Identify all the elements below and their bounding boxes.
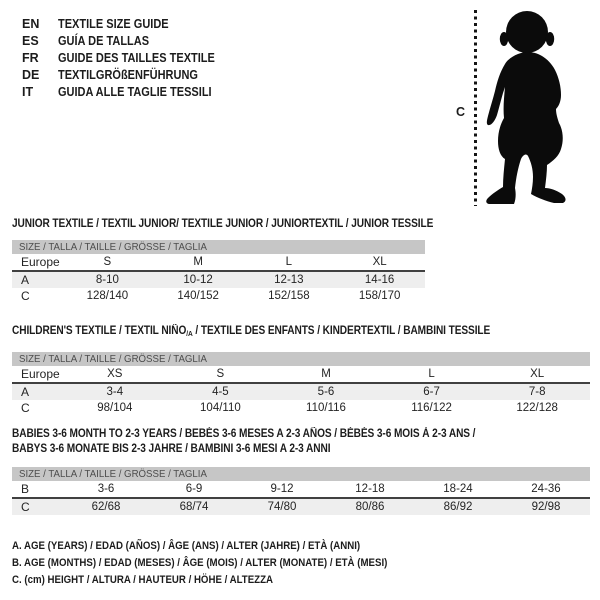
column-header: S — [216, 368, 225, 380]
table-row-sizes — [12, 254, 425, 272]
row-label: C — [21, 289, 30, 303]
height-measure-dotted-line — [474, 10, 477, 206]
babies-table-title — [12, 427, 539, 457]
table-row-months — [12, 481, 590, 499]
cell: 62/68 — [91, 501, 121, 513]
cell: 9-12 — [270, 483, 294, 495]
table-row-height — [12, 288, 425, 304]
cell: 116/122 — [411, 402, 452, 414]
language-label: GUIDE DES TAILLES TEXTILE — [58, 50, 215, 65]
language-code: DE — [22, 67, 40, 82]
table-row-height — [12, 400, 590, 416]
children-title-subscript: /A — [186, 329, 193, 338]
table-row-sizes — [12, 366, 590, 384]
language-row-fr — [22, 49, 236, 66]
cell: 122/128 — [516, 402, 558, 414]
column-header: XL — [372, 256, 387, 268]
babies-title-line2: BABYS 3-6 MONATE BIS 2-3 JAHRE / BAMBINI 3-6 MESI A 2-3 ANNI — [12, 443, 331, 455]
size-header-bar — [12, 240, 425, 254]
cell: 8-10 — [95, 274, 119, 286]
children-table-title-text — [12, 324, 490, 341]
cell: 3-4 — [106, 386, 124, 398]
cell: 3-6 — [97, 483, 115, 495]
cell: 158/170 — [358, 290, 401, 302]
cell: 6-9 — [185, 483, 203, 495]
cell: 5-6 — [317, 386, 335, 398]
cell: 12-18 — [355, 483, 385, 495]
language-row-de — [22, 66, 236, 83]
toddler-silhouette-icon — [481, 8, 576, 205]
row-label: A — [21, 385, 30, 399]
column-header: S — [103, 256, 112, 268]
table-row-age — [12, 384, 590, 400]
column-header: L — [285, 256, 293, 268]
language-code: EN — [22, 16, 40, 31]
cell: 14-16 — [364, 274, 395, 286]
language-label: GUIDA ALLE TAGLIE TESSILI — [58, 84, 212, 99]
language-row-es — [22, 32, 236, 49]
junior-table-title-text: JUNIOR TEXTILE / TEXTIL JUNIOR/ TEXTILE JUNIOR / JUNIORTEXTIL / JUNIOR TESSILE — [12, 218, 434, 230]
table-row-height — [12, 499, 590, 515]
footnote-b — [12, 554, 439, 571]
cell: 140/152 — [177, 290, 219, 302]
table-row-age — [12, 272, 425, 288]
size-header-bar — [12, 467, 590, 481]
row-label: B — [21, 482, 30, 496]
children-size-table — [12, 352, 590, 416]
footnotes — [12, 537, 439, 588]
language-code: IT — [22, 84, 34, 99]
row-label: C — [21, 500, 30, 514]
cell: 18-24 — [443, 483, 473, 495]
language-label: TEXTILE SIZE GUIDE — [58, 16, 169, 31]
junior-size-table — [12, 240, 425, 304]
size-header-text: SIZE / TALLA / TAILLE / GRÖSSE / TAGLIA — [19, 468, 207, 480]
column-header: M — [321, 368, 331, 380]
size-header-bar — [12, 352, 590, 366]
footnote-c-text: C. (cm) HEIGHT / ALTURA / HAUTEUR / HÖHE / ALTEZZA — [12, 573, 274, 586]
children-title-post: / TEXTILE DES ENFANTS / KINDERTEXTIL / BAMBINI TESSILE — [192, 325, 491, 337]
babies-size-table — [12, 467, 590, 515]
cell: 86/92 — [443, 501, 473, 513]
cell: 4-5 — [212, 386, 229, 398]
language-code: ES — [22, 33, 39, 48]
cell: 74/80 — [267, 501, 297, 513]
footnote-b-text: B. AGE (MONTHS) / EDAD (MESES) / ÂGE (MOIS) / ALTER (MONATE) / ETÀ (MESI) — [12, 556, 388, 569]
cell: 10-12 — [183, 274, 213, 286]
column-header: XS — [107, 368, 123, 380]
cell: 104/110 — [200, 402, 241, 414]
cell: 7-8 — [528, 386, 546, 398]
cell: 68/74 — [179, 501, 209, 513]
cell: 12-13 — [274, 274, 304, 286]
column-header: M — [193, 256, 203, 268]
cell: 24-36 — [531, 483, 561, 495]
cell: 110/116 — [306, 402, 346, 414]
column-header: XL — [530, 368, 545, 380]
footnote-c — [12, 571, 439, 588]
size-header-text: SIZE / TALLA / TAILLE / GRÖSSE / TAGLIA — [19, 241, 207, 253]
language-label: TEXTILGRÖßENFÜHRUNG — [58, 67, 198, 82]
language-code: FR — [22, 50, 39, 65]
junior-table-title — [12, 217, 491, 232]
region-label: Europe — [21, 255, 60, 269]
language-row-it — [22, 83, 236, 100]
row-label: C — [21, 401, 30, 415]
region-label: Europe — [21, 367, 60, 381]
cell: 6-7 — [423, 386, 440, 398]
children-table-title — [12, 324, 555, 341]
cell: 98/104 — [97, 402, 133, 414]
children-title-pre: CHILDREN'S TEXTILE / TEXTIL NIÑO — [12, 325, 187, 337]
footnote-a — [12, 537, 439, 554]
language-list — [22, 15, 236, 100]
language-label: GUÍA DE TALLAS — [58, 33, 150, 48]
cell: 92/98 — [531, 501, 561, 513]
column-header: L — [428, 368, 435, 380]
cell: 80/86 — [355, 501, 385, 513]
height-marker-label: C — [456, 105, 466, 119]
language-row-en — [22, 15, 236, 32]
row-label: A — [21, 273, 30, 287]
size-header-text: SIZE / TALLA / TAILLE / GRÖSSE / TAGLIA — [19, 353, 207, 365]
cell: 128/140 — [86, 290, 129, 302]
footnote-a-text: A. AGE (YEARS) / EDAD (AÑOS) / ÂGE (ANS) / ALTER (JAHRE) / ETÀ (ANNI) — [12, 539, 361, 552]
babies-title-line1: BABIES 3-6 MONTH TO 2-3 YEARS / BEBÉS 3-6 MESES A 2-3 AÑOS / BÉBÉS 3-6 MOIS À 2-3 ANS / — [12, 428, 476, 440]
cell: 152/158 — [268, 290, 310, 302]
